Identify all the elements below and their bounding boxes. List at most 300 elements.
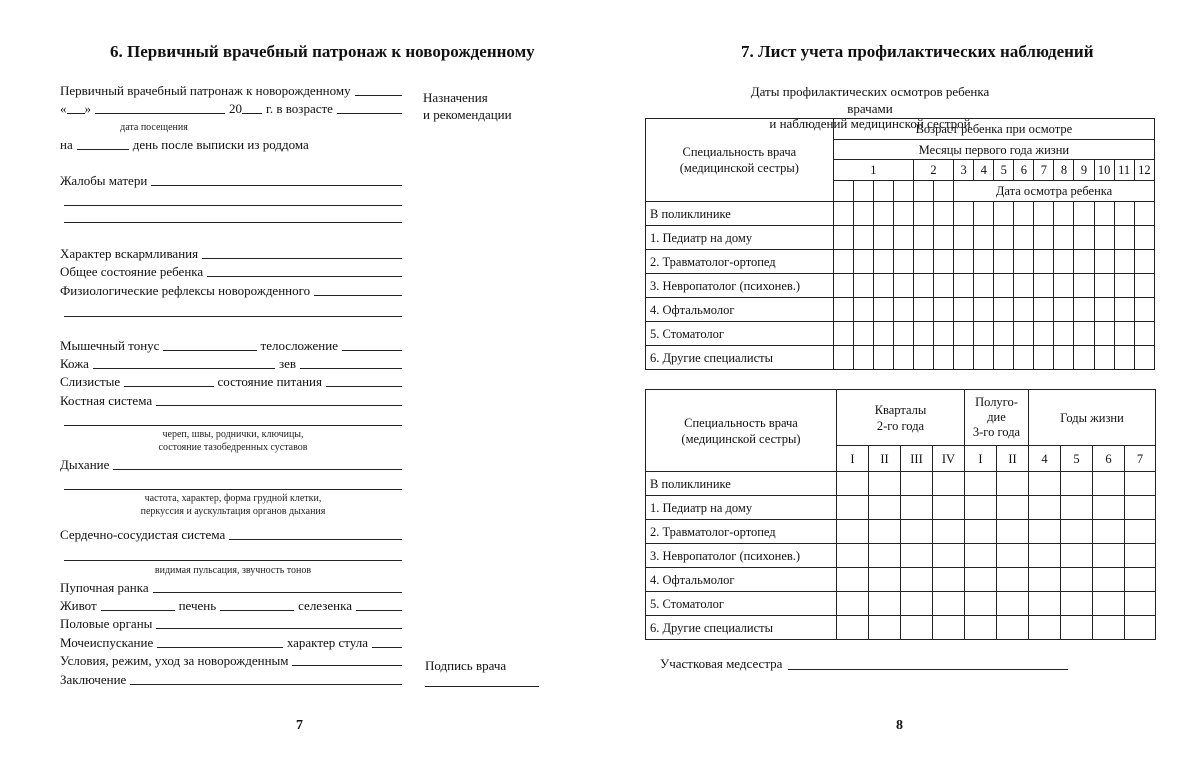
year-prefix: 20 — [229, 101, 242, 116]
observation-cell[interactable] — [853, 274, 873, 298]
observation-cell[interactable] — [837, 520, 869, 544]
observation-cell[interactable] — [1061, 496, 1093, 520]
field-patronage[interactable] — [355, 94, 402, 96]
recommendations-line-2: и рекомендации — [423, 107, 512, 122]
row-breathing — [60, 456, 402, 472]
specialist-label: 2. Травматолог-ортопед — [646, 250, 834, 274]
observation-cell[interactable] — [1125, 520, 1156, 544]
observation-cell[interactable] — [965, 544, 997, 568]
hint-visit-date: дата посещения — [120, 122, 188, 133]
observation-cell[interactable] — [1094, 226, 1114, 250]
observation-cell[interactable] — [901, 520, 933, 544]
table-row — [646, 544, 1156, 568]
specialist-label: 2. Травматолог-ортопед — [646, 520, 837, 544]
caption-line-2: и наблюдений медицинской сестрой — [769, 116, 971, 131]
observation-cell[interactable] — [1134, 202, 1154, 226]
blank-line[interactable] — [64, 222, 402, 223]
observation-cell[interactable] — [974, 346, 994, 370]
observation-cell[interactable] — [1134, 274, 1154, 298]
observation-cell[interactable] — [1074, 202, 1094, 226]
halves-header — [965, 390, 1029, 446]
observation-cell[interactable] — [833, 226, 853, 250]
observation-cell[interactable] — [833, 250, 853, 274]
period-header: 7 — [1125, 446, 1156, 472]
label-cardio: Сердечно-сосудистая система — [60, 527, 226, 542]
observation-cell[interactable] — [934, 298, 954, 322]
field-liver[interactable] — [220, 609, 294, 611]
field-conclusion[interactable] — [130, 683, 402, 685]
observation-cell[interactable] — [837, 616, 869, 640]
observation-cell[interactable] — [954, 226, 974, 250]
specialist-label: 5. Стоматолог — [646, 592, 837, 616]
observation-cell[interactable] — [837, 544, 869, 568]
observation-cell[interactable] — [837, 592, 869, 616]
label-liver: печень — [178, 598, 217, 613]
observation-cell[interactable] — [893, 322, 913, 346]
age-header: Возраст ребенка при осмотре — [833, 119, 1154, 140]
observation-cell[interactable] — [997, 520, 1029, 544]
observation-cell[interactable] — [901, 592, 933, 616]
specialist-label: 4. Офтальмолог — [646, 568, 837, 592]
observation-cell[interactable] — [1054, 202, 1074, 226]
observation-cell[interactable] — [997, 472, 1029, 496]
field-complaints[interactable] — [151, 184, 402, 186]
observation-cell[interactable] — [1061, 472, 1093, 496]
table-row — [646, 346, 1155, 370]
observation-cell[interactable] — [1074, 226, 1094, 250]
observation-cell[interactable] — [873, 298, 893, 322]
observation-cell[interactable] — [913, 202, 933, 226]
observation-cell[interactable] — [837, 472, 869, 496]
observation-cell[interactable] — [873, 250, 893, 274]
field-day[interactable] — [67, 112, 85, 114]
observation-cell[interactable] — [1114, 250, 1134, 274]
observation-cell[interactable] — [1125, 592, 1156, 616]
row-umbilical — [60, 579, 402, 595]
observation-cell[interactable] — [1029, 544, 1061, 568]
observation-cell[interactable] — [1093, 544, 1125, 568]
observation-cell[interactable] — [997, 568, 1029, 592]
row-visit-date — [60, 100, 402, 116]
date-cell[interactable] — [873, 181, 893, 202]
observation-cell[interactable] — [853, 226, 873, 250]
field-umbilical[interactable] — [153, 591, 402, 593]
observation-cell[interactable] — [1094, 298, 1114, 322]
field-abdomen[interactable] — [101, 609, 175, 611]
label-mucous: Слизистые — [60, 374, 121, 389]
observation-cell[interactable] — [913, 346, 933, 370]
observation-cell[interactable] — [1125, 496, 1156, 520]
observation-cell[interactable] — [1125, 472, 1156, 496]
observation-cell[interactable] — [1029, 592, 1061, 616]
period-header: I — [965, 446, 997, 472]
label-stool: характер стула — [286, 635, 368, 650]
specialist-label: В поликлинике — [646, 202, 834, 226]
month-header: 11 — [1114, 160, 1134, 181]
observation-cell[interactable] — [893, 250, 913, 274]
nurse-signature-row — [660, 656, 1068, 672]
observation-cell[interactable] — [1061, 616, 1093, 640]
observation-cell[interactable] — [954, 298, 974, 322]
observation-cell[interactable] — [853, 298, 873, 322]
observation-cell[interactable] — [869, 520, 901, 544]
observation-cell[interactable] — [1093, 568, 1125, 592]
observation-cell[interactable] — [1014, 250, 1034, 274]
observation-cell[interactable] — [913, 250, 933, 274]
observation-cell[interactable] — [965, 520, 997, 544]
month-header: 5 — [994, 160, 1014, 181]
observation-cell[interactable] — [934, 274, 954, 298]
date-cell[interactable] — [833, 181, 853, 202]
page-title: 6. Первичный врачебный патронаж к новорожденному — [110, 42, 535, 61]
field-muscle-tone[interactable] — [163, 349, 256, 351]
observation-cell[interactable] — [893, 346, 913, 370]
blank-line[interactable] — [64, 316, 402, 317]
observation-cell[interactable] — [1134, 346, 1154, 370]
observation-cell[interactable] — [1054, 322, 1074, 346]
label-urination: Мочеиспускание — [60, 635, 154, 650]
observation-cell[interactable] — [1034, 202, 1054, 226]
observation-cell[interactable] — [933, 520, 965, 544]
table-row — [646, 202, 1155, 226]
observation-cell[interactable] — [1029, 616, 1061, 640]
observation-cell[interactable] — [833, 274, 853, 298]
observation-cell[interactable] — [1029, 496, 1061, 520]
observation-cell[interactable] — [1054, 226, 1074, 250]
row-patronage — [60, 82, 402, 98]
row-mucous — [60, 373, 402, 389]
observation-cell[interactable] — [974, 298, 994, 322]
date-cell[interactable] — [913, 181, 933, 202]
observation-cell[interactable] — [873, 202, 893, 226]
observation-cell[interactable] — [1134, 250, 1154, 274]
observation-cell[interactable] — [913, 274, 933, 298]
observation-cell[interactable] — [1093, 472, 1125, 496]
field-bone[interactable] — [156, 404, 402, 406]
observation-cell[interactable] — [873, 274, 893, 298]
observation-cell[interactable] — [1061, 544, 1093, 568]
observation-cell[interactable] — [934, 322, 954, 346]
label-day-prefix: на — [60, 137, 73, 152]
observation-cell[interactable] — [994, 274, 1014, 298]
observation-cell[interactable] — [893, 202, 913, 226]
blank-line[interactable] — [64, 489, 402, 490]
row-skin — [60, 355, 402, 371]
observation-cell[interactable] — [1114, 322, 1134, 346]
page-number: 8 — [896, 718, 903, 733]
field-year[interactable] — [242, 112, 262, 114]
blank-line[interactable] — [64, 560, 402, 561]
table-row — [646, 472, 1156, 496]
observation-cell[interactable] — [1054, 274, 1074, 298]
observation-cell[interactable] — [974, 226, 994, 250]
observation-cell[interactable] — [873, 226, 893, 250]
observation-cell[interactable] — [913, 298, 933, 322]
observation-cell[interactable] — [1061, 592, 1093, 616]
observation-cell[interactable] — [901, 472, 933, 496]
month-header: 3 — [954, 160, 974, 181]
observation-cell[interactable] — [837, 568, 869, 592]
date-header: Дата осмотра ребенка — [954, 181, 1155, 202]
observation-cell[interactable] — [974, 274, 994, 298]
observation-cell[interactable] — [974, 250, 994, 274]
field-month[interactable] — [95, 112, 225, 114]
observation-cell[interactable] — [1034, 274, 1054, 298]
field-feeding[interactable] — [202, 257, 402, 259]
row-conditions — [60, 652, 402, 668]
field-nutrition[interactable] — [326, 385, 402, 387]
field-spleen[interactable] — [356, 609, 402, 611]
period-header: I — [837, 446, 869, 472]
field-genitals[interactable] — [156, 627, 402, 629]
observation-cell[interactable] — [1093, 496, 1125, 520]
observation-cell[interactable] — [1054, 346, 1074, 370]
date-cell[interactable] — [853, 181, 873, 202]
observation-cell[interactable] — [893, 274, 913, 298]
observation-cell[interactable] — [1094, 202, 1114, 226]
spec-header-line-2: (медицинской сестры) — [679, 161, 799, 175]
observation-cell[interactable] — [965, 568, 997, 592]
observation-cell[interactable] — [1093, 520, 1125, 544]
spec-header-cell — [646, 390, 837, 472]
observation-cell[interactable] — [933, 496, 965, 520]
observation-cell[interactable] — [1014, 202, 1034, 226]
field-breathing[interactable] — [113, 468, 402, 470]
observation-cell[interactable] — [974, 202, 994, 226]
observation-cell[interactable] — [1125, 616, 1156, 640]
observation-cell[interactable] — [997, 616, 1029, 640]
hint-cardio: видимая пульсация, звучность тонов — [154, 565, 312, 576]
month-2-header: 2 — [913, 160, 953, 181]
observation-cell[interactable] — [869, 472, 901, 496]
field-discharge-day[interactable] — [77, 148, 129, 150]
observation-cell[interactable] — [869, 592, 901, 616]
observation-cell[interactable] — [853, 250, 873, 274]
observation-cell[interactable] — [934, 226, 954, 250]
observation-cell[interactable] — [1029, 472, 1061, 496]
blank-line[interactable] — [64, 205, 402, 206]
table-row — [646, 616, 1156, 640]
date-cell[interactable] — [934, 181, 954, 202]
observation-cell[interactable] — [1074, 250, 1094, 274]
month-header: 12 — [1134, 160, 1154, 181]
observation-cell[interactable] — [994, 346, 1014, 370]
period-header: III — [901, 446, 933, 472]
observation-cell[interactable] — [1029, 520, 1061, 544]
field-build[interactable] — [342, 349, 402, 351]
label-throat: зев — [278, 356, 296, 371]
field-skin[interactable] — [93, 367, 275, 369]
observation-cell[interactable] — [1134, 298, 1154, 322]
observation-cell[interactable] — [965, 472, 997, 496]
observation-cell[interactable] — [997, 592, 1029, 616]
label-complaints: Жалобы матери — [60, 173, 148, 188]
observation-cell[interactable] — [1014, 274, 1034, 298]
blank-line[interactable] — [64, 425, 402, 426]
observation-cell[interactable] — [954, 250, 974, 274]
years-header: Годы жизни — [1029, 390, 1156, 446]
observation-cell[interactable] — [1094, 346, 1114, 370]
observation-cell[interactable] — [833, 322, 853, 346]
observation-cell[interactable] — [954, 202, 974, 226]
observation-cell[interactable] — [1125, 568, 1156, 592]
field-cardio[interactable] — [229, 538, 402, 540]
observation-cell[interactable] — [1114, 298, 1134, 322]
observation-cell[interactable] — [994, 298, 1014, 322]
date-cell[interactable] — [893, 181, 913, 202]
observation-cell[interactable] — [873, 346, 893, 370]
label-day-suffix: день после выписки из роддома — [132, 137, 309, 152]
observation-cell[interactable] — [869, 544, 901, 568]
label-condition: Общее состояние ребенка — [60, 264, 204, 279]
month-header: 6 — [1014, 160, 1034, 181]
observation-cell[interactable] — [933, 568, 965, 592]
row-condition — [60, 263, 402, 279]
table-row — [646, 298, 1155, 322]
hint-bone-1: череп, швы, роднички, ключицы, — [162, 429, 304, 440]
observation-cell[interactable] — [1134, 226, 1154, 250]
observation-cell[interactable] — [1061, 568, 1093, 592]
observation-cell[interactable] — [994, 250, 1014, 274]
page-title: 7. Лист учета профилактических наблюдений — [741, 42, 1094, 61]
observation-cell[interactable] — [965, 592, 997, 616]
table-row — [646, 322, 1155, 346]
observation-cell[interactable] — [1134, 322, 1154, 346]
observation-cell[interactable] — [1094, 274, 1114, 298]
observation-cell[interactable] — [974, 322, 994, 346]
observation-cell[interactable] — [1093, 616, 1125, 640]
observation-cell[interactable] — [833, 346, 853, 370]
observation-cell[interactable] — [1074, 322, 1094, 346]
observation-cell[interactable] — [1114, 346, 1134, 370]
observation-cell[interactable] — [837, 496, 869, 520]
spec-header-line-1: Специальность врача — [682, 145, 797, 159]
observation-cell[interactable] — [893, 226, 913, 250]
observation-cell[interactable] — [994, 322, 1014, 346]
observation-cell[interactable] — [1054, 250, 1074, 274]
observation-cell[interactable] — [1014, 322, 1034, 346]
label-conditions: Условия, режим, уход за новорожденным — [60, 653, 289, 668]
observation-cell[interactable] — [901, 496, 933, 520]
observation-cell[interactable] — [965, 496, 997, 520]
observation-cell[interactable] — [1114, 202, 1134, 226]
row-complaints — [60, 172, 402, 188]
hint-breathing-2: перкуссия и аускультация органов дыхания — [140, 506, 326, 517]
observation-cell[interactable] — [1094, 322, 1114, 346]
quarters-header — [837, 390, 965, 446]
field-reflexes[interactable] — [314, 294, 402, 296]
observation-cell[interactable] — [954, 322, 974, 346]
observation-cell[interactable] — [933, 616, 965, 640]
observation-cell[interactable] — [1074, 298, 1094, 322]
nurse-label: Участковая медсестра — [660, 656, 783, 671]
table-row — [646, 568, 1156, 592]
observation-cell[interactable] — [1061, 520, 1093, 544]
observation-cell[interactable] — [869, 568, 901, 592]
observation-cell[interactable] — [934, 202, 954, 226]
field-stool[interactable] — [372, 646, 402, 648]
quarters-line-1: Кварталы — [874, 402, 927, 417]
observation-cell[interactable] — [1114, 274, 1134, 298]
label-genitals: Половые органы — [60, 616, 153, 631]
observation-cell[interactable] — [901, 568, 933, 592]
observation-cell[interactable] — [933, 472, 965, 496]
field-conditions[interactable] — [292, 664, 402, 666]
observation-cell[interactable] — [869, 616, 901, 640]
observation-cell[interactable] — [1093, 592, 1125, 616]
observation-cell[interactable] — [994, 202, 1014, 226]
observation-cell[interactable] — [933, 544, 965, 568]
observation-cell[interactable] — [1125, 544, 1156, 568]
nurse-signature-field[interactable] — [788, 669, 1068, 670]
field-age[interactable] — [337, 112, 402, 114]
observation-cell[interactable] — [1014, 346, 1034, 370]
recommendations-heading — [423, 89, 512, 123]
observation-cell[interactable] — [994, 226, 1014, 250]
observation-cell[interactable] — [853, 202, 873, 226]
observation-cell[interactable] — [833, 202, 853, 226]
observation-cell[interactable] — [1029, 568, 1061, 592]
observation-cell[interactable] — [997, 496, 1029, 520]
halves-line-3: 3-го года — [972, 425, 1021, 439]
observation-cell[interactable] — [934, 346, 954, 370]
observation-cell[interactable] — [1034, 346, 1054, 370]
observation-cell[interactable] — [1114, 226, 1134, 250]
field-condition[interactable] — [207, 275, 402, 277]
month-1-header: 1 — [833, 160, 913, 181]
observation-cell[interactable] — [901, 544, 933, 568]
observation-cell[interactable] — [913, 226, 933, 250]
label-muscle-tone: Мышечный тонус — [60, 338, 160, 353]
observation-cell[interactable] — [954, 274, 974, 298]
observation-cell[interactable] — [933, 592, 965, 616]
observation-cell[interactable] — [1014, 226, 1034, 250]
field-throat[interactable] — [300, 367, 402, 369]
observation-cell[interactable] — [913, 322, 933, 346]
observation-cell[interactable] — [997, 544, 1029, 568]
observation-cell[interactable] — [1034, 226, 1054, 250]
observation-cell[interactable] — [901, 616, 933, 640]
field-urination[interactable] — [157, 646, 283, 648]
observation-cell[interactable] — [833, 298, 853, 322]
field-mucous[interactable] — [124, 385, 213, 387]
spec-header-line-1: Специальность врача — [684, 415, 798, 430]
observation-cell[interactable] — [873, 322, 893, 346]
observation-cell[interactable] — [1094, 250, 1114, 274]
observation-cell[interactable] — [954, 346, 974, 370]
observation-cell[interactable] — [1074, 346, 1094, 370]
observation-cell[interactable] — [1074, 274, 1094, 298]
signature-field[interactable] — [425, 686, 539, 687]
observation-cell[interactable] — [1014, 298, 1034, 322]
observation-cell[interactable] — [869, 496, 901, 520]
observation-cell[interactable] — [965, 616, 997, 640]
observation-cell[interactable] — [1054, 298, 1074, 322]
spec-header-line-2: (медицинской сестры) — [681, 431, 801, 446]
observation-cell[interactable] — [1034, 250, 1054, 274]
observation-cell[interactable] — [934, 250, 954, 274]
label-bone: Костная система — [60, 393, 153, 408]
period-header: II — [997, 446, 1029, 472]
observation-cell[interactable] — [853, 322, 873, 346]
observation-cell[interactable] — [1034, 322, 1054, 346]
period-header: II — [869, 446, 901, 472]
label-build: телосложение — [260, 338, 338, 353]
observation-cell[interactable] — [853, 346, 873, 370]
observation-cell[interactable] — [893, 298, 913, 322]
observation-cell[interactable] — [1034, 298, 1054, 322]
table-row — [646, 274, 1155, 298]
